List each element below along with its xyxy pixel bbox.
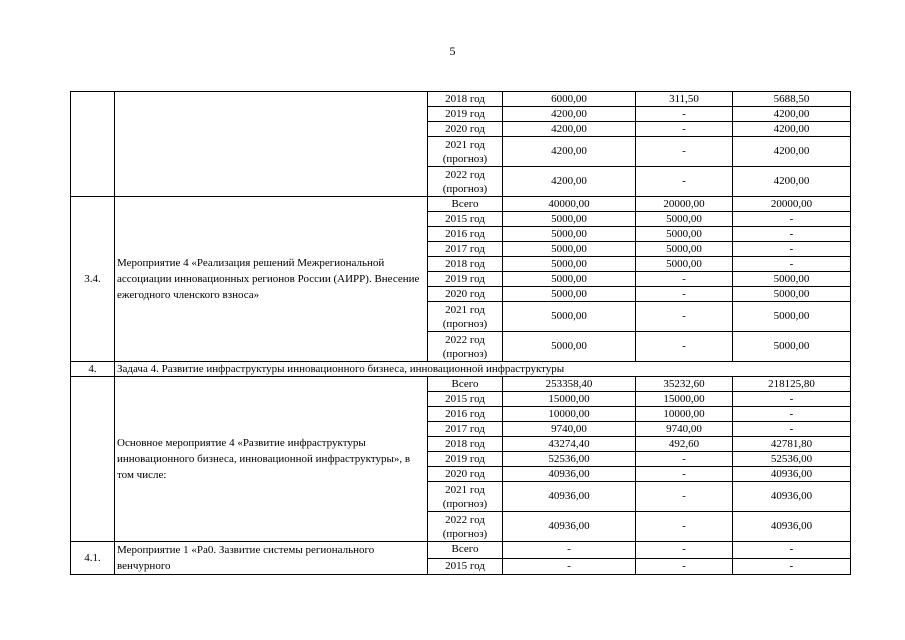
federal-value: 5000,00	[636, 227, 733, 242]
year-cell: 2022 год (прогноз)	[428, 332, 503, 362]
year-cell: 2021 год (прогноз)	[428, 302, 503, 332]
regional-value: 4200,00	[733, 167, 851, 197]
total-value: 5000,00	[503, 242, 636, 257]
total-value: 5000,00	[503, 227, 636, 242]
regional-value: 40936,00	[733, 512, 851, 542]
year-cell: Всего	[428, 197, 503, 212]
year-cell: 2022 год (прогноз)	[428, 167, 503, 197]
regional-value: 4200,00	[733, 122, 851, 137]
total-value: 253358,40	[503, 377, 636, 392]
federal-value: 35232,60	[636, 377, 733, 392]
year-cell: 2016 год	[428, 227, 503, 242]
year-cell: 2020 год	[428, 467, 503, 482]
total-value: 43274,40	[503, 437, 636, 452]
federal-value: -	[636, 332, 733, 362]
federal-value: -	[636, 452, 733, 467]
total-value: 52536,00	[503, 452, 636, 467]
year-cell: 2020 год	[428, 287, 503, 302]
year-cell: Всего	[428, 542, 503, 559]
item-name	[115, 92, 428, 197]
total-value: 4200,00	[503, 107, 636, 122]
table-row	[71, 92, 851, 107]
federal-value: 5000,00	[636, 242, 733, 257]
federal-value: 311,50	[636, 92, 733, 107]
table-row	[71, 377, 851, 392]
federal-value: -	[636, 167, 733, 197]
year-cell: 2019 год	[428, 107, 503, 122]
year-cell: 2017 год	[428, 422, 503, 437]
total-value: 5000,00	[503, 272, 636, 287]
page-number: 5	[449, 44, 456, 58]
year-cell: 2018 год	[428, 92, 503, 107]
total-value: 15000,00	[503, 392, 636, 407]
total-value: 5000,00	[503, 287, 636, 302]
federal-value: -	[636, 137, 733, 167]
federal-value: 15000,00	[636, 392, 733, 407]
year-cell: 2015 год	[428, 212, 503, 227]
federal-value: -	[636, 122, 733, 137]
regional-value: 40936,00	[733, 467, 851, 482]
regional-value: 4200,00	[733, 107, 851, 122]
federal-value: -	[636, 302, 733, 332]
section-row	[71, 362, 851, 377]
regional-value: -	[733, 558, 851, 575]
total-value: 6000,00	[503, 92, 636, 107]
federal-value: -	[636, 512, 733, 542]
item-name: Основное мероприятие 4 «Развитие инфраструктуры инновационного бизнеса, инновационной инфраструктуры», в том числе:	[115, 377, 428, 542]
total-value: 40936,00	[503, 512, 636, 542]
total-value: 5000,00	[503, 302, 636, 332]
total-value: 5000,00	[503, 212, 636, 227]
year-cell: 2020 год	[428, 122, 503, 137]
regional-value: -	[733, 542, 851, 559]
federal-value: 5000,00	[636, 212, 733, 227]
year-cell: 2018 год	[428, 257, 503, 272]
federal-value: 5000,00	[636, 257, 733, 272]
section-title: Задача 4. Развитие инфраструктуры инновационного бизнеса, инновационной инфраструктуры	[115, 362, 851, 377]
regional-value: -	[733, 392, 851, 407]
item-number	[71, 377, 115, 542]
regional-value: 5000,00	[733, 332, 851, 362]
regional-value: -	[733, 257, 851, 272]
federal-value: -	[636, 542, 733, 559]
regional-value: -	[733, 242, 851, 257]
table-row	[71, 542, 851, 559]
regional-value: -	[733, 422, 851, 437]
regional-value: 52536,00	[733, 452, 851, 467]
item-name: Мероприятие 4 «Реализация решений Межрегиональной ассоциации инновационных регионов России (АИРР). Внесение ежегодного членского взноса»	[115, 197, 428, 362]
regional-value: -	[733, 407, 851, 422]
year-cell: 2016 год	[428, 407, 503, 422]
federal-value: -	[636, 482, 733, 512]
year-cell: 2015 год	[428, 392, 503, 407]
regional-value: 5688,50	[733, 92, 851, 107]
total-value: 4200,00	[503, 137, 636, 167]
regional-value: 40936,00	[733, 482, 851, 512]
regional-value: 5000,00	[733, 302, 851, 332]
total-value: -	[503, 542, 636, 559]
total-value: 4200,00	[503, 167, 636, 197]
federal-value: 9740,00	[636, 422, 733, 437]
item-number	[71, 92, 115, 197]
federal-value: -	[636, 107, 733, 122]
federal-value: -	[636, 272, 733, 287]
year-cell: 2018 год	[428, 437, 503, 452]
regional-value: 5000,00	[733, 272, 851, 287]
year-cell: 2021 год (прогноз)	[428, 482, 503, 512]
regional-value: -	[733, 227, 851, 242]
budget-table	[70, 91, 851, 575]
year-cell: 2019 год	[428, 452, 503, 467]
item-number: 4.1.	[71, 542, 115, 575]
year-cell: 2022 год (прогноз)	[428, 512, 503, 542]
total-value: 4200,00	[503, 122, 636, 137]
total-value: 9740,00	[503, 422, 636, 437]
regional-value: 4200,00	[733, 137, 851, 167]
regional-value: 42781,80	[733, 437, 851, 452]
total-value: 5000,00	[503, 332, 636, 362]
federal-value: 10000,00	[636, 407, 733, 422]
total-value: -	[503, 558, 636, 575]
total-value: 40000,00	[503, 197, 636, 212]
federal-value: -	[636, 287, 733, 302]
regional-value: 5000,00	[733, 287, 851, 302]
year-cell: 2021 год (прогноз)	[428, 137, 503, 167]
total-value: 5000,00	[503, 257, 636, 272]
year-cell: 2019 год	[428, 272, 503, 287]
year-cell: 2015 год	[428, 558, 503, 575]
regional-value: 218125,80	[733, 377, 851, 392]
regional-value: -	[733, 212, 851, 227]
federal-value: -	[636, 467, 733, 482]
federal-value: 492,60	[636, 437, 733, 452]
year-cell: 2017 год	[428, 242, 503, 257]
item-number: 3.4.	[71, 197, 115, 362]
federal-value: 20000,00	[636, 197, 733, 212]
total-value: 10000,00	[503, 407, 636, 422]
federal-value: -	[636, 558, 733, 575]
total-value: 40936,00	[503, 482, 636, 512]
year-cell: Всего	[428, 377, 503, 392]
item-number: 4.	[71, 362, 115, 377]
total-value: 40936,00	[503, 467, 636, 482]
item-name: Мероприятие 1 «Ра0. Зазвитие системы регионального венчурного	[115, 542, 428, 575]
table-row	[71, 197, 851, 212]
regional-value: 20000,00	[733, 197, 851, 212]
